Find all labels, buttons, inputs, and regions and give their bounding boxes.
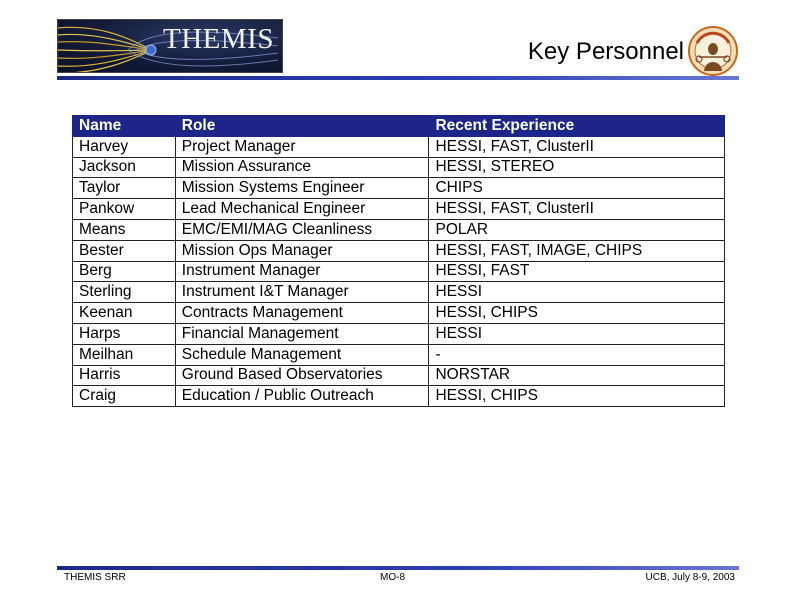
cell-name: Sterling: [73, 282, 176, 303]
cell-experience: HESSI, CHIPS: [429, 386, 725, 407]
column-header-name: Name: [73, 116, 176, 137]
cell-role: Mission Assurance: [175, 157, 429, 178]
table-row: [73, 157, 725, 178]
cell-experience: NORSTAR: [429, 365, 725, 386]
footer-page-number: MO-8: [380, 572, 405, 583]
cell-role: Lead Mechanical Engineer: [175, 199, 429, 220]
cell-experience: HESSI, FAST: [429, 261, 725, 282]
cell-role: Project Manager: [175, 136, 429, 157]
table-row: [73, 344, 725, 365]
cell-name: Keenan: [73, 303, 176, 324]
column-header-role: Role: [175, 116, 429, 137]
cell-role: Mission Ops Manager: [175, 240, 429, 261]
cell-name: Berg: [73, 261, 176, 282]
cell-experience: HESSI, CHIPS: [429, 303, 725, 324]
cell-name: Taylor: [73, 178, 176, 199]
cell-role: Schedule Management: [175, 344, 429, 365]
cell-name: Harris: [73, 365, 176, 386]
cell-role: Contracts Management: [175, 303, 429, 324]
table-row: [73, 199, 725, 220]
cell-name: Craig: [73, 386, 176, 407]
table-row: [73, 282, 725, 303]
themis-logo: [57, 19, 283, 73]
column-header-experience: Recent Experience: [429, 116, 725, 137]
slide-title: Key Personnel: [527, 38, 684, 65]
footer-divider: [57, 566, 739, 570]
table-row: [73, 303, 725, 324]
table-row: [73, 261, 725, 282]
table-row: [73, 323, 725, 344]
table-row: [73, 178, 725, 199]
logo-text: THEMIS: [163, 23, 274, 55]
table-row: [73, 136, 725, 157]
cell-name: Harvey: [73, 136, 176, 157]
cell-experience: HESSI, FAST, IMAGE, CHIPS: [429, 240, 725, 261]
cell-role: Instrument Manager: [175, 261, 429, 282]
cell-experience: -: [429, 344, 725, 365]
cell-experience: POLAR: [429, 219, 725, 240]
cell-role: EMC/EMI/MAG Cleanliness: [175, 219, 429, 240]
cell-experience: HESSI, STEREO: [429, 157, 725, 178]
header-divider: [57, 76, 739, 80]
cell-experience: CHIPS: [429, 178, 725, 199]
table-row: [73, 365, 725, 386]
cell-name: Bester: [73, 240, 176, 261]
footer-date: UCB, July 8-9, 2003: [645, 572, 735, 583]
cell-name: Pankow: [73, 199, 176, 220]
cell-role: Mission Systems Engineer: [175, 178, 429, 199]
cell-experience: HESSI: [429, 282, 725, 303]
themis-seal-icon: [687, 25, 739, 77]
cell-role: Ground Based Observatories: [175, 365, 429, 386]
cell-experience: HESSI, FAST, ClusterII: [429, 199, 725, 220]
cell-experience: HESSI: [429, 323, 725, 344]
table-row: [73, 386, 725, 407]
cell-role: Education / Public Outreach: [175, 386, 429, 407]
cell-name: Meilhan: [73, 344, 176, 365]
table-row: [73, 219, 725, 240]
table-row: [73, 240, 725, 261]
cell-name: Jackson: [73, 157, 176, 178]
cell-role: Instrument I&T Manager: [175, 282, 429, 303]
cell-name: Harps: [73, 323, 176, 344]
table-header-row: [73, 116, 725, 137]
footer-left: THEMIS SRR: [64, 572, 126, 583]
cell-experience: HESSI, FAST, ClusterII: [429, 136, 725, 157]
personnel-table: [72, 115, 725, 407]
cell-name: Means: [73, 219, 176, 240]
cell-role: Financial Management: [175, 323, 429, 344]
